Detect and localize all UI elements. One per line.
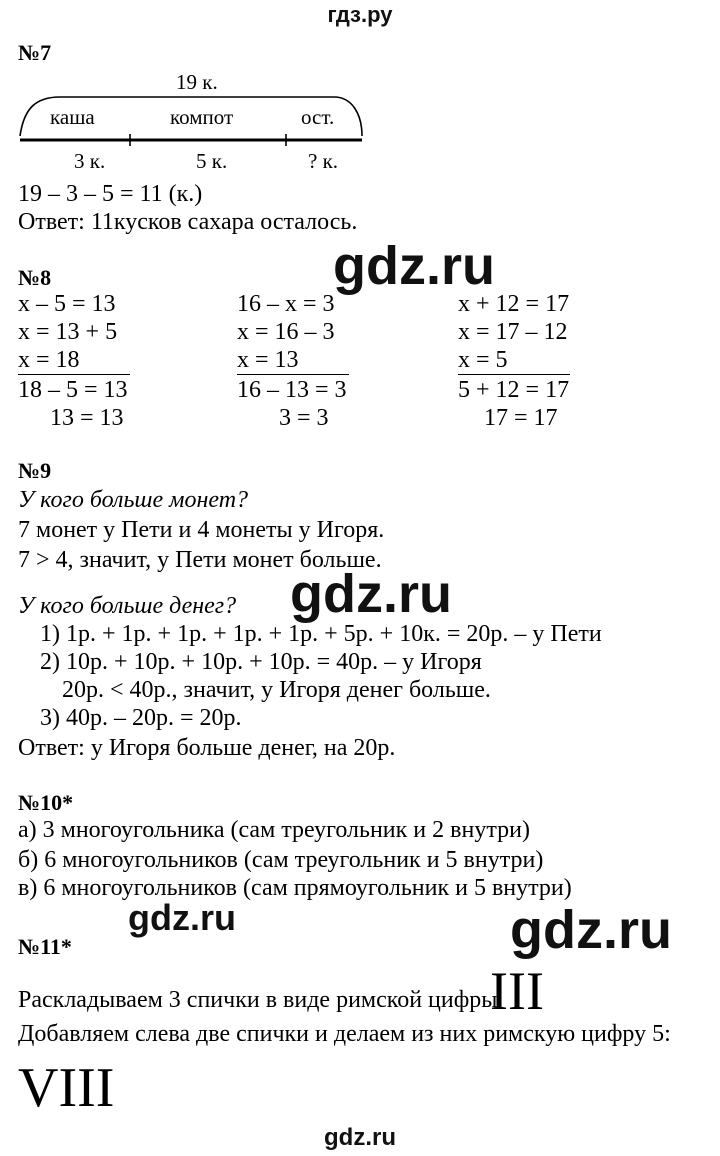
watermark: gdz.ru [290,564,452,624]
diagram-val-3: ? к. [308,149,339,173]
roman-numeral-three: III [490,961,544,1021]
task10-item-b: б) 6 многоугольников (сам треугольник и 5 внутри) [18,847,544,873]
diagram-seg-ost: ост. [301,105,335,129]
task9-step3: 3) 40р. – 20р. = 20р. [40,705,242,731]
task9-answer: Ответ: у Игоря больше денег, на 20р. [18,735,396,761]
task8-col3-line3: х = 5 [458,346,570,375]
task8-col2-line1: 16 – х = 3 [237,291,335,317]
task9-step1: 1) 1р. + 1р. + 1р. + 1р. + 1р. + 5р. + 10к. = 20р. – у Пети [40,621,602,647]
task8-col3-line1: х + 12 = 17 [458,291,570,317]
task7-equation: 19 – 3 – 5 = 11 (к.) [18,181,203,207]
diagram-seg-kompot: компот [170,105,234,129]
task8-col3-line4: 5 + 12 = 17 [458,377,570,403]
task10-title: №10* [18,790,74,815]
task8-col3-line5: 17 = 17 [484,405,558,431]
task9-line1: 7 монет у Пети и 4 монеты у Игоря. [18,517,385,543]
task7-answer: Ответ: 11кусков сахара осталось. [18,209,358,235]
task11-line1: Раскладываем 3 спички в виде римской цифры [18,987,498,1013]
footer-watermark: gdz.ru [324,1124,396,1151]
watermark: gdz.ru [510,900,672,960]
task11-line2: Добавляем слева две спички и делаем из них римскую цифру 5: [18,1021,671,1047]
task9-step2-conclusion: 20р. < 40р., значит, у Игоря денег больше. [62,677,491,703]
task10-item-a: а) 3 многоугольника (сам треугольник и 2 внутри) [18,817,530,843]
task8-col1-line4: 18 – 5 = 13 [18,377,128,403]
task8-col2-line4: 16 – 13 = 3 [237,377,347,403]
task8-col3-line2: х = 17 – 12 [458,319,568,345]
task8-title: №8 [18,265,52,290]
task10-item-c: в) 6 многоугольников (сам прямоугольник и 5 внутри) [18,875,572,901]
task8-col1-line2: х = 13 + 5 [18,319,118,345]
diagram-total-label: 19 к. [176,70,218,94]
task9-question-coins: У кого больше монет? [18,487,249,513]
diagram-val-1: 3 к. [74,149,106,173]
watermark: gdz.ru [128,897,236,938]
watermark: gdz.ru [333,236,495,296]
task9-line2: 7 > 4, значит, у Пети монет больше. [18,547,382,573]
site-header: гдз.ру [327,2,393,27]
task8-col2-line5: 3 = 3 [279,405,329,431]
task8-col1-line1: х – 5 = 13 [18,291,116,317]
task9-question-money: У кого больше денег? [18,593,237,619]
task9-step2: 2) 10р. + 10р. + 10р. + 10р. = 40р. – у Игоря [40,649,482,675]
diagram-seg-kasha: каша [50,105,95,129]
roman-numeral-eight: VIII [18,1057,115,1119]
segment-diagram [16,70,376,180]
task8-col1-line3: х = 18 [18,346,130,375]
task8-col2-line2: х = 16 – 3 [237,319,335,345]
task11-title: №11* [18,934,72,959]
task9-title: №9 [18,458,52,483]
task8-col2-line3: х = 13 [237,346,349,375]
task7-title: №7 [18,40,52,65]
diagram-val-2: 5 к. [196,149,228,173]
task8-col1-line5: 13 = 13 [50,405,124,431]
